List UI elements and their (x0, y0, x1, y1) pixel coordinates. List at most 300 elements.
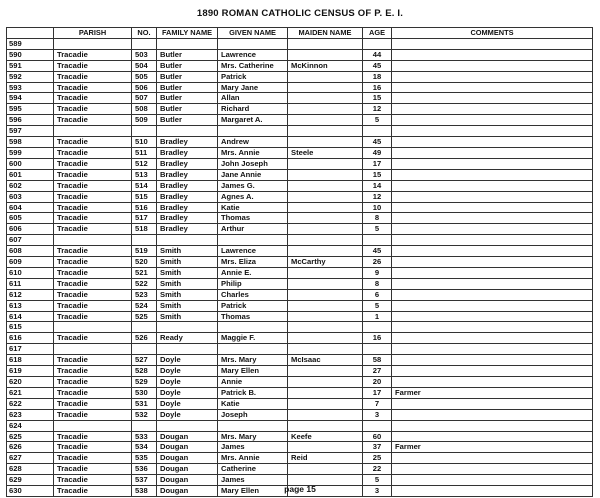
cell-given-name: Jane Annie (218, 169, 288, 180)
cell-parish: Tracadie (54, 191, 132, 202)
table-row (7, 442, 593, 453)
cell-parish: Tracadie (54, 464, 132, 475)
cell-comments (392, 38, 593, 49)
cell-parish: Tracadie (54, 115, 132, 126)
table-row (7, 104, 593, 115)
cell-given-name: Mrs. Annie (218, 453, 288, 464)
cell-entry-number (132, 126, 157, 137)
cell-entry-number: 507 (132, 93, 157, 104)
cell-row-number: 607 (7, 235, 54, 246)
cell-entry-number: 506 (132, 82, 157, 93)
cell-family-name: Bradley (157, 158, 218, 169)
cell-given-name: Thomas (218, 213, 288, 224)
cell-comments (392, 169, 593, 180)
cell-parish: Tracadie (54, 71, 132, 82)
cell-parish: Tracadie (54, 202, 132, 213)
cell-entry-number: 503 (132, 49, 157, 60)
table-row (7, 158, 593, 169)
cell-parish: Tracadie (54, 60, 132, 71)
cell-entry-number: 517 (132, 213, 157, 224)
cell-family-name: Butler (157, 71, 218, 82)
cell-given-name (218, 420, 288, 431)
cell-comments (392, 235, 593, 246)
cell-parish: Tracadie (54, 213, 132, 224)
table-row (7, 398, 593, 409)
table-row (7, 366, 593, 377)
cell-family-name: Smith (157, 246, 218, 257)
cell-maiden-name (288, 49, 363, 60)
cell-parish: Tracadie (54, 311, 132, 322)
cell-age: 10 (363, 202, 392, 213)
cell-family-name: Doyle (157, 377, 218, 388)
table-row (7, 224, 593, 235)
cell-comments (392, 224, 593, 235)
cell-maiden-name: McCarthy (288, 257, 363, 268)
cell-age: 45 (363, 246, 392, 257)
cell-entry-number: 505 (132, 71, 157, 82)
cell-parish: Tracadie (54, 398, 132, 409)
cell-comments (392, 278, 593, 289)
col-header-parish: PARISH (54, 28, 132, 39)
cell-comments (392, 464, 593, 475)
cell-row-number: 592 (7, 71, 54, 82)
cell-row-number: 609 (7, 257, 54, 268)
cell-parish: Tracadie (54, 442, 132, 453)
cell-age: 3 (363, 486, 392, 497)
cell-age: 7 (363, 398, 392, 409)
cell-comments (392, 202, 593, 213)
cell-given-name: James G. (218, 180, 288, 191)
cell-parish: Tracadie (54, 486, 132, 497)
table-row (7, 246, 593, 257)
cell-parish: Tracadie (54, 49, 132, 60)
cell-family-name (157, 344, 218, 355)
cell-row-number: 620 (7, 377, 54, 388)
cell-given-name: Patrick B. (218, 387, 288, 398)
cell-comments (392, 311, 593, 322)
cell-comments (392, 333, 593, 344)
cell-given-name: Mrs. Eliza (218, 257, 288, 268)
cell-comments (392, 147, 593, 158)
cell-comments (392, 71, 593, 82)
table-row (7, 344, 593, 355)
cell-age: 16 (363, 333, 392, 344)
cell-maiden-name (288, 267, 363, 278)
table-row (7, 38, 593, 49)
cell-parish: Tracadie (54, 453, 132, 464)
cell-parish: Tracadie (54, 82, 132, 93)
cell-given-name: Charles (218, 289, 288, 300)
table-row (7, 311, 593, 322)
cell-maiden-name (288, 169, 363, 180)
cell-parish: Tracadie (54, 333, 132, 344)
census-table (6, 27, 593, 497)
cell-parish: Tracadie (54, 137, 132, 148)
cell-given-name: Mary Ellen (218, 486, 288, 497)
table-row (7, 257, 593, 268)
cell-given-name: John Joseph (218, 158, 288, 169)
cell-row-number: 605 (7, 213, 54, 224)
cell-maiden-name (288, 93, 363, 104)
cell-parish: Tracadie (54, 147, 132, 158)
cell-family-name: Butler (157, 115, 218, 126)
cell-family-name: Butler (157, 82, 218, 93)
cell-entry-number: 529 (132, 377, 157, 388)
cell-age: 27 (363, 366, 392, 377)
cell-row-number: 617 (7, 344, 54, 355)
cell-row-number: 597 (7, 126, 54, 137)
cell-family-name: Ready (157, 333, 218, 344)
table-row (7, 213, 593, 224)
cell-parish: Tracadie (54, 104, 132, 115)
cell-row-number: 618 (7, 355, 54, 366)
cell-given-name: James (218, 442, 288, 453)
cell-row-number: 606 (7, 224, 54, 235)
cell-family-name: Bradley (157, 191, 218, 202)
cell-entry-number: 534 (132, 442, 157, 453)
cell-maiden-name (288, 71, 363, 82)
cell-comments (392, 60, 593, 71)
table-row (7, 191, 593, 202)
cell-given-name: Allan (218, 93, 288, 104)
cell-family-name (157, 126, 218, 137)
cell-maiden-name (288, 278, 363, 289)
cell-row-number: 630 (7, 486, 54, 497)
cell-given-name: James (218, 475, 288, 486)
col-header-given-name: GIVEN NAME (218, 28, 288, 39)
cell-parish: Tracadie (54, 409, 132, 420)
cell-given-name: Lawrence (218, 246, 288, 257)
cell-given-name: Patrick (218, 300, 288, 311)
cell-age: 12 (363, 191, 392, 202)
cell-entry-number: 526 (132, 333, 157, 344)
cell-given-name (218, 235, 288, 246)
cell-family-name: Dougan (157, 464, 218, 475)
cell-age (363, 38, 392, 49)
cell-comments (392, 115, 593, 126)
cell-row-number: 613 (7, 300, 54, 311)
cell-age: 17 (363, 158, 392, 169)
cell-given-name (218, 344, 288, 355)
cell-row-number: 595 (7, 104, 54, 115)
cell-row-number: 629 (7, 475, 54, 486)
cell-entry-number: 522 (132, 278, 157, 289)
cell-entry-number: 513 (132, 169, 157, 180)
table-row (7, 93, 593, 104)
cell-given-name: Thomas (218, 311, 288, 322)
cell-comments (392, 431, 593, 442)
cell-family-name: Doyle (157, 398, 218, 409)
cell-age (363, 344, 392, 355)
cell-family-name: Smith (157, 311, 218, 322)
cell-maiden-name (288, 213, 363, 224)
cell-comments (392, 289, 593, 300)
cell-family-name: Bradley (157, 147, 218, 158)
cell-row-number: 614 (7, 311, 54, 322)
cell-age: 37 (363, 442, 392, 453)
header-row (7, 28, 593, 39)
cell-given-name: Margaret A. (218, 115, 288, 126)
cell-maiden-name (288, 377, 363, 388)
cell-comments (392, 246, 593, 257)
cell-age: 58 (363, 355, 392, 366)
cell-age: 18 (363, 71, 392, 82)
cell-parish: Tracadie (54, 355, 132, 366)
cell-age: 15 (363, 169, 392, 180)
cell-maiden-name (288, 464, 363, 475)
cell-maiden-name (288, 322, 363, 333)
cell-given-name: Arthur (218, 224, 288, 235)
cell-entry-number: 528 (132, 366, 157, 377)
cell-age: 26 (363, 257, 392, 268)
cell-row-number: 608 (7, 246, 54, 257)
table-row (7, 235, 593, 246)
cell-age: 45 (363, 60, 392, 71)
cell-parish: Tracadie (54, 169, 132, 180)
cell-age: 60 (363, 431, 392, 442)
cell-entry-number: 519 (132, 246, 157, 257)
cell-parish (54, 235, 132, 246)
cell-entry-number: 518 (132, 224, 157, 235)
cell-maiden-name (288, 158, 363, 169)
cell-maiden-name (288, 300, 363, 311)
table-row (7, 420, 593, 431)
cell-family-name (157, 235, 218, 246)
cell-maiden-name (288, 442, 363, 453)
cell-entry-number: 514 (132, 180, 157, 191)
table-row (7, 169, 593, 180)
cell-maiden-name (288, 180, 363, 191)
cell-family-name: Smith (157, 278, 218, 289)
page-number: page 15 (284, 484, 316, 494)
cell-family-name: Bradley (157, 202, 218, 213)
cell-maiden-name (288, 235, 363, 246)
cell-parish: Tracadie (54, 300, 132, 311)
cell-age: 49 (363, 147, 392, 158)
cell-row-number: 612 (7, 289, 54, 300)
table-row (7, 71, 593, 82)
cell-given-name (218, 126, 288, 137)
table-row (7, 322, 593, 333)
cell-age: 20 (363, 377, 392, 388)
cell-family-name: Doyle (157, 409, 218, 420)
cell-entry-number: 509 (132, 115, 157, 126)
cell-row-number: 602 (7, 180, 54, 191)
cell-family-name: Dougan (157, 486, 218, 497)
cell-parish: Tracadie (54, 387, 132, 398)
cell-entry-number: 524 (132, 300, 157, 311)
cell-entry-number: 511 (132, 147, 157, 158)
cell-age: 22 (363, 464, 392, 475)
table-row (7, 126, 593, 137)
cell-family-name (157, 420, 218, 431)
cell-family-name: Butler (157, 49, 218, 60)
cell-row-number: 610 (7, 267, 54, 278)
table-row (7, 60, 593, 71)
cell-family-name: Bradley (157, 224, 218, 235)
cell-entry-number: 504 (132, 60, 157, 71)
cell-comments (392, 366, 593, 377)
cell-age: 8 (363, 213, 392, 224)
cell-row-number: 616 (7, 333, 54, 344)
cell-family-name (157, 322, 218, 333)
cell-maiden-name (288, 246, 363, 257)
cell-row-number: 600 (7, 158, 54, 169)
cell-entry-number: 508 (132, 104, 157, 115)
cell-family-name: Bradley (157, 180, 218, 191)
cell-maiden-name (288, 289, 363, 300)
cell-entry-number: 510 (132, 137, 157, 148)
cell-entry-number: 533 (132, 431, 157, 442)
cell-family-name: Smith (157, 267, 218, 278)
cell-given-name: Mrs. Mary (218, 431, 288, 442)
cell-comments (392, 344, 593, 355)
cell-maiden-name (288, 202, 363, 213)
cell-maiden-name (288, 224, 363, 235)
cell-comments (392, 322, 593, 333)
cell-comments (392, 420, 593, 431)
cell-given-name: Mary Ellen (218, 366, 288, 377)
cell-comments (392, 213, 593, 224)
table-row (7, 180, 593, 191)
cell-entry-number: 537 (132, 475, 157, 486)
cell-parish (54, 420, 132, 431)
cell-age: 5 (363, 475, 392, 486)
cell-comments (392, 104, 593, 115)
cell-entry-number: 535 (132, 453, 157, 464)
table-row (7, 453, 593, 464)
cell-age: 15 (363, 93, 392, 104)
cell-row-number: 589 (7, 38, 54, 49)
cell-age: 12 (363, 104, 392, 115)
cell-comments (392, 180, 593, 191)
cell-age: 25 (363, 453, 392, 464)
cell-age: 5 (363, 224, 392, 235)
cell-maiden-name (288, 409, 363, 420)
table-row (7, 409, 593, 420)
cell-given-name: Maggie F. (218, 333, 288, 344)
cell-entry-number (132, 420, 157, 431)
cell-age: 44 (363, 49, 392, 60)
col-header-maiden-name: MAIDEN NAME (288, 28, 363, 39)
cell-row-number: 621 (7, 387, 54, 398)
cell-row-number: 615 (7, 322, 54, 333)
cell-family-name: Dougan (157, 453, 218, 464)
table-row (7, 387, 593, 398)
cell-maiden-name (288, 420, 363, 431)
cell-parish: Tracadie (54, 431, 132, 442)
cell-family-name: Butler (157, 93, 218, 104)
cell-maiden-name (288, 104, 363, 115)
cell-parish (54, 344, 132, 355)
cell-parish: Tracadie (54, 158, 132, 169)
cell-family-name (157, 38, 218, 49)
cell-given-name (218, 322, 288, 333)
cell-given-name: Mrs. Mary (218, 355, 288, 366)
cell-parish: Tracadie (54, 257, 132, 268)
cell-row-number: 619 (7, 366, 54, 377)
cell-comments (392, 191, 593, 202)
cell-row-number: 622 (7, 398, 54, 409)
cell-family-name: Butler (157, 104, 218, 115)
cell-parish: Tracadie (54, 93, 132, 104)
cell-entry-number: 512 (132, 158, 157, 169)
cell-comments (392, 158, 593, 169)
cell-row-number: 591 (7, 60, 54, 71)
cell-comments (392, 267, 593, 278)
cell-row-number: 628 (7, 464, 54, 475)
cell-row-number: 590 (7, 49, 54, 60)
cell-entry-number: 520 (132, 257, 157, 268)
cell-family-name: Smith (157, 300, 218, 311)
page-title: 1890 ROMAN CATHOLIC CENSUS OF P. E. I. (196, 8, 404, 19)
cell-age: 5 (363, 115, 392, 126)
cell-parish (54, 126, 132, 137)
cell-maiden-name: Reid (288, 453, 363, 464)
cell-given-name: Joseph (218, 409, 288, 420)
cell-maiden-name (288, 191, 363, 202)
cell-row-number: 603 (7, 191, 54, 202)
cell-given-name: Patrick (218, 71, 288, 82)
cell-row-number: 599 (7, 147, 54, 158)
cell-family-name: Doyle (157, 355, 218, 366)
cell-age: 8 (363, 278, 392, 289)
cell-age: 16 (363, 82, 392, 93)
cell-age (363, 322, 392, 333)
cell-comments: Farmer (392, 387, 593, 398)
table-row (7, 289, 593, 300)
cell-entry-number: 536 (132, 464, 157, 475)
cell-parish: Tracadie (54, 246, 132, 257)
cell-entry-number: 530 (132, 387, 157, 398)
cell-comments (392, 49, 593, 60)
cell-comments (392, 82, 593, 93)
col-header-number: NO. (132, 28, 157, 39)
cell-given-name: Andrew (218, 137, 288, 148)
table-row (7, 82, 593, 93)
cell-age: 45 (363, 137, 392, 148)
cell-maiden-name: McIsaac (288, 355, 363, 366)
cell-given-name: Lawrence (218, 49, 288, 60)
cell-comments (392, 137, 593, 148)
cell-maiden-name (288, 126, 363, 137)
cell-age: 9 (363, 267, 392, 278)
cell-comments (392, 398, 593, 409)
cell-row-number: 604 (7, 202, 54, 213)
cell-maiden-name (288, 38, 363, 49)
census-body (7, 38, 593, 496)
cell-parish: Tracadie (54, 289, 132, 300)
table-row (7, 147, 593, 158)
cell-family-name: Dougan (157, 431, 218, 442)
cell-parish: Tracadie (54, 278, 132, 289)
cell-entry-number: 515 (132, 191, 157, 202)
cell-comments (392, 257, 593, 268)
cell-row-number: 598 (7, 137, 54, 148)
cell-row-number: 593 (7, 82, 54, 93)
cell-comments (392, 377, 593, 388)
table-row (7, 333, 593, 344)
cell-family-name: Doyle (157, 387, 218, 398)
cell-comments (392, 409, 593, 420)
cell-parish (54, 322, 132, 333)
cell-comments (392, 93, 593, 104)
table-row (7, 464, 593, 475)
table-row (7, 377, 593, 388)
cell-maiden-name: Keefe (288, 431, 363, 442)
col-header-comments: COMMENTS (392, 28, 593, 39)
cell-age (363, 235, 392, 246)
